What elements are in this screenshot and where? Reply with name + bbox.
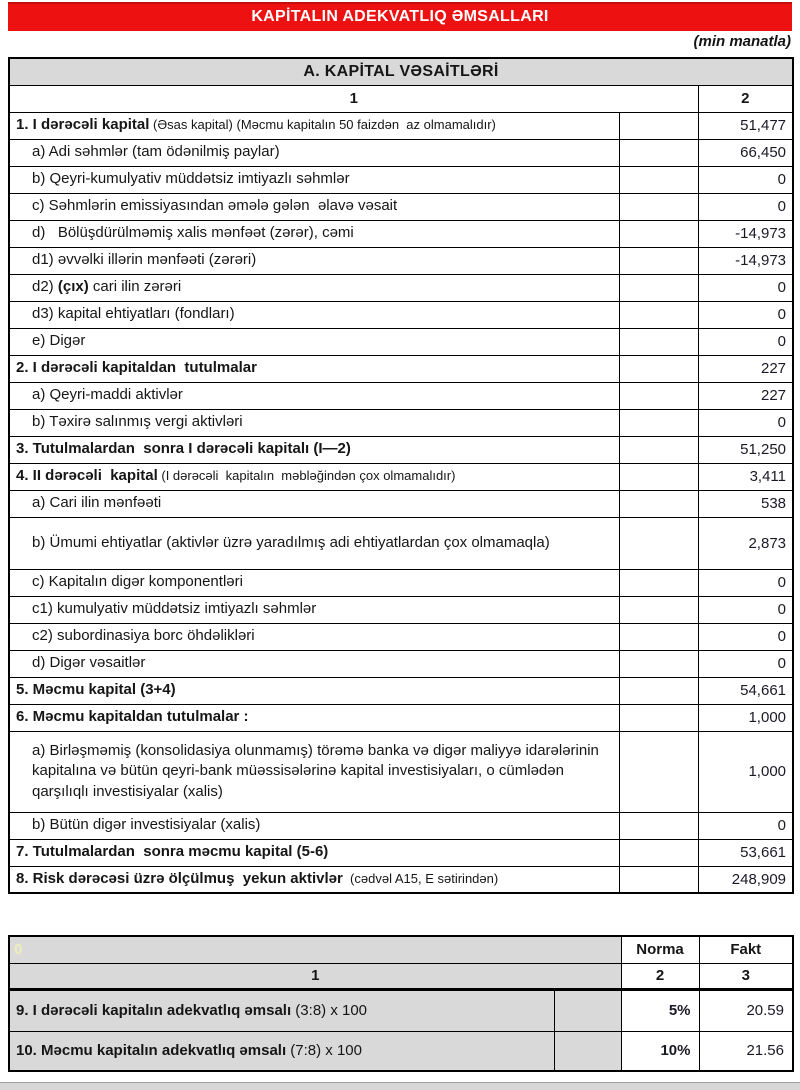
table-row [9,166,793,193]
ratio-table [8,935,794,1072]
row-value-cell: 227 [698,355,793,382]
row-gap-cell [619,247,698,274]
row-label-cell [9,463,619,490]
row-gap-cell [619,677,698,704]
label-text: a) Cari ilin mənfəəti [32,494,162,512]
row-value-cell: 0 [698,301,793,328]
row-value-cell: 66,450 [698,139,793,166]
table-row [9,409,793,436]
table-row [9,866,793,893]
table-row [9,989,793,1031]
row-gap-cell [619,596,698,623]
row-gap-cell [619,839,698,866]
row-value-cell: 538 [698,490,793,517]
row-value-cell: 0 [698,596,793,623]
row-gap-cell [619,220,698,247]
row-label-cell [9,139,619,166]
label-bold: 8. Risk dərəcəsi üzrə ölçülmuş yekun aktivlər [16,870,343,888]
table-row [9,139,793,166]
table-row [9,596,793,623]
col-header-norma: Norma [621,936,699,963]
row-value-cell: 53,661 [698,839,793,866]
row-value-cell: 1,000 [698,731,793,812]
label-bold: 10. Məcmu kapitalın adekvatlıq əmsalı [16,1042,287,1060]
row-label-cell [9,650,619,677]
label-text: d2) [32,278,58,296]
row-gap-cell [619,569,698,596]
row-label-cell [9,812,619,839]
table-row [9,517,793,569]
table-row [9,247,793,274]
label-note: (cədvəl A15, E sətirindən) [342,871,499,887]
row-label-cell [9,436,619,463]
table-row [9,463,793,490]
row-norma-cell: 5% [621,989,699,1031]
table-row [9,704,793,731]
unit-note: (min manatla) [693,33,791,50]
row-value-cell: 0 [698,166,793,193]
row-label-cell [9,839,619,866]
table-section-header-row [9,58,793,85]
row-gap-cell [619,139,698,166]
sheet-bottom-edge [0,1082,800,1090]
table-row [9,812,793,839]
col-header-fakt: Fakt [699,936,793,963]
table-row [9,328,793,355]
label-text: cari ilin zərəri [88,278,182,296]
row-gap-cell [619,166,698,193]
row-gap-cell [619,517,698,569]
label-bold: 9. I dərəcəli kapitalın adekvatlıq əmsalı [16,1002,292,1019]
label-text: c) Kapitalın digər komponentləri [32,573,243,591]
label-bold: 1. I dərəcəli kapital [16,116,150,134]
row-label-cell [9,382,619,409]
row-gap-cell [619,866,698,893]
section-header-cell: A. KAPİTAL VƏSAİTLƏRİ [9,58,793,85]
row-value-cell: -14,973 [698,220,793,247]
row-gap-cell [619,355,698,382]
row-value-cell: 1,000 [698,704,793,731]
col-number-1: 1 [9,963,621,989]
row-value-cell: 227 [698,382,793,409]
table-row [9,731,793,812]
table-row [9,382,793,409]
row-gap-cell [619,382,698,409]
label-text: d) Digər vəsaitlər [32,654,146,672]
col-number-2: 2 [621,963,699,989]
row-fakt-cell: 21.56 [699,1031,793,1071]
row-label-cell [9,409,619,436]
row-gap-cell [619,490,698,517]
table-row [9,112,793,139]
label-text: b) Bütün digər investisiyalar (xalis) [32,816,261,834]
label-text: a) Qeyri-maddi aktivlər [32,386,183,404]
label-text: a) Adi səhmlər (tam ödənilmiş paylar) [32,143,280,161]
row-value-cell: 0 [698,274,793,301]
table-row [9,1031,793,1071]
row-label-cell [9,517,619,569]
label-text: c) Səhmlərin emissiyasından əmələ gələn əlavə vəsait [32,197,398,215]
table-row [9,301,793,328]
row-label-cell [9,569,619,596]
row-gap-cell [554,1031,621,1071]
table-row [9,839,793,866]
label-text: e) Digər [32,332,86,350]
row-label-cell [9,220,619,247]
row-label-cell [9,490,619,517]
ratio-header-row [9,936,793,963]
row-gap-cell [619,704,698,731]
row-label-cell [9,301,619,328]
row-label-cell [9,866,619,893]
row-gap-cell [619,812,698,839]
row-value-cell: 0 [698,193,793,220]
row-gap-cell [619,463,698,490]
row-label-cell [9,166,619,193]
table-row [9,650,793,677]
row-gap-cell [619,274,698,301]
column-number-row [9,963,793,989]
col-number-3: 3 [699,963,793,989]
col-number-2: 2 [698,85,793,112]
row-label-cell [9,989,554,1031]
col-number-1: 1 [9,85,698,112]
row-label-cell [9,623,619,650]
row-value-cell: 2,873 [698,517,793,569]
row-norma-cell: 10% [621,1031,699,1071]
table-row [9,436,793,463]
row-label-cell [9,328,619,355]
row-value-cell: 54,661 [698,677,793,704]
label-text: c1) kumulyativ müddətsiz imtiyazlı səhmlər [32,600,317,618]
row-value-cell: 0 [698,623,793,650]
row-label-cell [9,112,619,139]
label-bold: 6. Məcmu kapitaldan tutulmalar : [16,708,249,726]
row-value-cell: 51,250 [698,436,793,463]
row-label-cell [9,704,619,731]
table-row [9,274,793,301]
label-note: (I dərəcəli kapitalın məbləğindən çox olmamalıdır) [157,468,456,484]
row-gap-cell [619,301,698,328]
label-note: (Əsas kapital) (Məcmu kapitalın 50 faizdən az olmamalıdır) [149,117,496,133]
label-bold: 5. Məcmu kapital (3+4) [16,681,176,699]
row-label-cell [9,193,619,220]
row-value-cell: 51,477 [698,112,793,139]
report-title-bar: KAPİTALIN ADEKVATLIQ ƏMSALLARI [8,2,792,31]
row-label-cell [9,1031,554,1071]
table-row [9,490,793,517]
row-gap-cell [554,989,621,1031]
row-value-cell: 3,411 [698,463,793,490]
label-bold: 3. Tutulmalardan sonra I dərəcəli kapitalı (I—2) [16,440,351,458]
row-gap-cell [619,112,698,139]
row-value-cell: 0 [698,328,793,355]
column-number-row [9,85,793,112]
row-value-cell: 0 [698,409,793,436]
row-value-cell: 0 [698,650,793,677]
row-gap-cell [619,731,698,812]
label-text: d) Bölüşdürülməmiş xalis mənfəət (zərər), cəmi [32,224,354,242]
row-label-cell [9,274,619,301]
label-text: (7:8) x 100 [286,1042,362,1060]
label-text: b) Ümumi ehtiyatlar (aktivlər üzrə yaradılmış adi ehtiyatlardan çox olmamaqla) [32,533,550,551]
row-value-cell: 0 [698,569,793,596]
label-bold: (çıx) [57,278,89,296]
row-label-cell [9,596,619,623]
corner-zero-cell: 0 [9,936,621,963]
table-row [9,220,793,247]
label-text: (3:8) x 100 [291,1002,368,1019]
row-gap-cell [619,409,698,436]
capital-table [8,57,794,894]
label-text: d1) əvvəlki illərin mənfəəti (zərəri) [32,251,257,269]
table-row [9,623,793,650]
row-gap-cell [619,193,698,220]
row-value-cell: 0 [698,812,793,839]
label-bold: 7. Tutulmalardan sonra məcmu kapital (5-6) [16,843,329,861]
label-text: a) Birləşməmiş (konsolidasiya olunmamış) törəmə banka və digər maliyyə idarələrinin kapitalına və bütün qeyri-bank müəssisələrinə kapital investisiyaları, o cümlədən qarşılıqlı investisiyalar (xalis) [32,742,604,800]
table-row [9,569,793,596]
row-gap-cell [619,436,698,463]
row-label-cell [9,731,619,812]
row-label-cell [9,247,619,274]
label-text: d3) kapital ehtiyatları (fondları) [32,305,235,323]
row-gap-cell [619,328,698,355]
table-row [9,193,793,220]
row-fakt-cell: 20.59 [699,989,793,1031]
row-gap-cell [619,623,698,650]
row-label-cell [9,355,619,382]
row-label-cell [9,677,619,704]
table-row [9,355,793,382]
label-bold: 2. I dərəcəli kapitaldan tutulmalar [16,359,257,377]
label-text: c2) subordinasiya borc öhdəlikləri [32,627,255,645]
row-value-cell: 248,909 [698,866,793,893]
label-text: b) Qeyri-kumulyativ müddətsiz imtiyazlı səhmlər [32,170,350,188]
label-bold: 4. II dərəcəli kapital [16,467,158,485]
row-gap-cell [619,650,698,677]
table-row [9,677,793,704]
row-value-cell: -14,973 [698,247,793,274]
label-text: b) Təxirə salınmış vergi aktivləri [32,413,243,431]
